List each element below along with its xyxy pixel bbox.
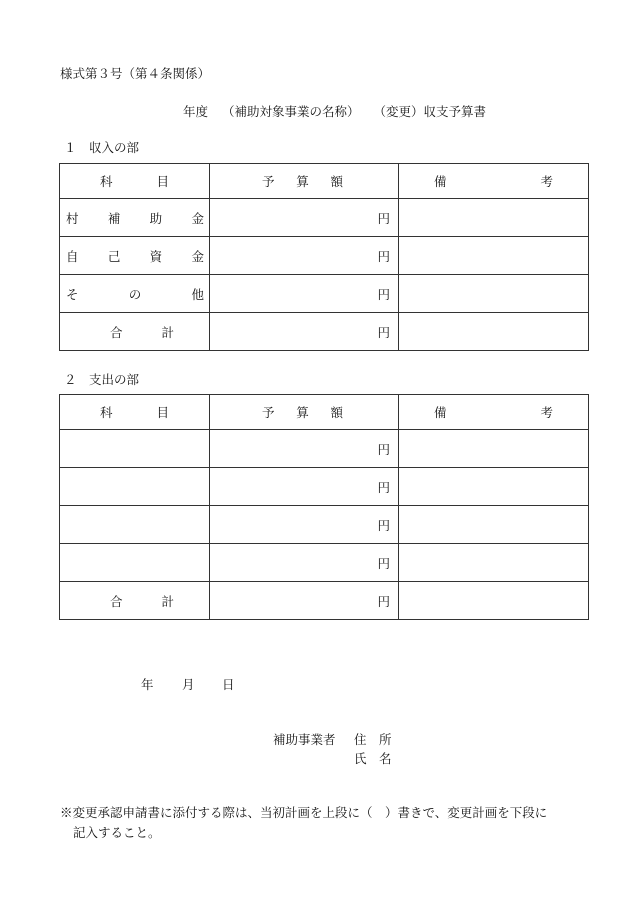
amount-cell[interactable] xyxy=(210,275,399,313)
yen-unit: 円 xyxy=(377,555,390,571)
yen-unit: 円 xyxy=(377,210,390,226)
remarks-cell[interactable] xyxy=(399,237,589,275)
date-year: 年 xyxy=(141,677,154,692)
subject-cell[interactable]: そ の 他 xyxy=(60,275,210,313)
subject-cell[interactable] xyxy=(60,544,210,582)
expense-header-row xyxy=(60,395,589,430)
expense-table xyxy=(59,394,589,620)
title-change: （変更） xyxy=(373,104,424,119)
amount-cell[interactable] xyxy=(210,430,399,468)
amount-cell[interactable] xyxy=(210,199,399,237)
yen-unit: 円 xyxy=(377,593,390,609)
total-label: 合 計 xyxy=(60,582,210,620)
subject-header: 科 目 xyxy=(60,395,210,430)
total-label: 合 計 xyxy=(60,313,210,351)
note-line-1: ※変更承認申請書に添付する際は、当初計画を上段に（ ）書きで、変更計画を下段に xyxy=(60,805,548,820)
remarks-cell[interactable] xyxy=(399,430,589,468)
date-month: 月 xyxy=(182,677,195,692)
remarks-cell[interactable] xyxy=(399,199,589,237)
table-row xyxy=(60,544,589,582)
expense-heading: ２ 支出の部 xyxy=(64,372,140,387)
name-label: 氏 名 xyxy=(354,751,392,766)
yen-unit: 円 xyxy=(377,286,390,302)
amount-cell[interactable] xyxy=(210,544,399,582)
remarks-cell[interactable] xyxy=(399,544,589,582)
remarks-header: 備 考 xyxy=(399,164,589,199)
amount-header: 予 算 額 xyxy=(210,164,399,199)
address-label: 住 所 xyxy=(354,732,392,747)
date-day: 日 xyxy=(222,677,235,692)
subject-cell[interactable]: 村 補 助 金 xyxy=(60,199,210,237)
subject-cell[interactable]: 自 己 資 金 xyxy=(60,237,210,275)
yen-unit: 円 xyxy=(377,517,390,533)
form-number: 様式第３号（第４条関係） xyxy=(60,66,211,81)
yen-unit: 円 xyxy=(377,248,390,264)
subject-cell[interactable] xyxy=(60,506,210,544)
remarks-header: 備 考 xyxy=(399,395,589,430)
amount-cell[interactable] xyxy=(210,506,399,544)
amount-cell[interactable] xyxy=(210,237,399,275)
document-title: 収支予算書 xyxy=(423,104,487,119)
table-row xyxy=(60,275,589,313)
total-amount-cell[interactable] xyxy=(210,582,399,620)
amount-header: 予 算 額 xyxy=(210,395,399,430)
title-project-name: （補助対象事業の名称） xyxy=(222,104,360,119)
subject-header: 科 目 xyxy=(60,164,210,199)
income-table xyxy=(59,163,589,351)
remarks-cell[interactable] xyxy=(399,275,589,313)
table-row xyxy=(60,468,589,506)
table-row xyxy=(60,237,589,275)
table-row xyxy=(60,430,589,468)
total-amount-cell[interactable] xyxy=(210,313,399,351)
total-row xyxy=(60,582,589,620)
table-row xyxy=(60,199,589,237)
document-title-block xyxy=(183,104,486,120)
yen-unit: 円 xyxy=(377,324,390,340)
income-header-row xyxy=(60,164,589,199)
applicant-role: 補助事業者 xyxy=(273,732,336,747)
table-row xyxy=(60,506,589,544)
total-row xyxy=(60,313,589,351)
subject-cell[interactable] xyxy=(60,430,210,468)
remarks-cell[interactable] xyxy=(399,468,589,506)
yen-unit: 円 xyxy=(377,441,390,457)
remarks-cell[interactable] xyxy=(399,506,589,544)
amount-cell[interactable] xyxy=(210,468,399,506)
income-heading: １ 収入の部 xyxy=(64,140,140,155)
remarks-cell[interactable] xyxy=(399,313,589,351)
note-line-2: 記入すること。 xyxy=(73,825,161,840)
subject-cell[interactable] xyxy=(60,468,210,506)
yen-unit: 円 xyxy=(377,479,390,495)
remarks-cell[interactable] xyxy=(399,582,589,620)
title-year: 年度 xyxy=(183,104,209,119)
